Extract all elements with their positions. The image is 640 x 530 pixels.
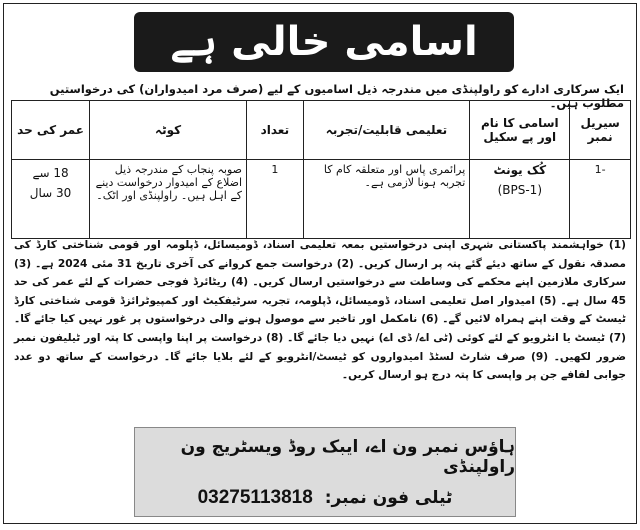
header-education: تعلیمی قابلیت/تجربہ bbox=[303, 101, 470, 160]
page-title: اسامی خالی ہے bbox=[170, 19, 478, 65]
phone-label: ٹیلی فون نمبر: bbox=[324, 487, 453, 508]
header-post: اسامی کا نام اور پے سکیل bbox=[470, 101, 570, 160]
cell-quota: صوبہ پنجاب کے مندرجہ ذیل اضلاع کے امیدوار درخواست دینے کے اہل ہیں۔ راولپنڈی اور اٹک۔ bbox=[90, 160, 247, 239]
table-row bbox=[12, 160, 631, 239]
header bbox=[4, 12, 636, 76]
header-age: عمر کی حد bbox=[12, 101, 90, 160]
contact-box bbox=[134, 427, 516, 517]
cell-post bbox=[470, 160, 570, 239]
cell-age bbox=[12, 160, 90, 239]
cell-count: 1 bbox=[247, 160, 304, 239]
phone-row bbox=[198, 487, 453, 509]
vacancy-table bbox=[11, 100, 631, 239]
advertisement-page bbox=[3, 3, 637, 524]
instructions-text: (1) خواہشمند پاکستانی شہری اپنی درخواستیں بمعہ تعلیمی اسناد، ڈومیسائل، ڈپلومہ اور قومی شناختی کارڈ کی مصدقہ نقول کے ساتھ دیئے گئے پتہ پر ارسال کریں۔ (2) درخواست جمع کروانے کی آخری تاریخ 31 مئی 2024 ہے۔ (3) سرکاری ملازمین اپنے محکمے کی وساطت سے درخواستیں ارسال کریں۔ (4) ریٹائرڈ فوجی حضرات کے لئے عمر کی حد 45 سال ہے۔ (5) امیدوار اصل تعلیمی اسناد، ڈومیسائل، ڈپلومہ، تجربہ سرٹیفکیٹ اور کمپیوٹرائزڈ قومی شناختی کارڈ ٹیسٹ کے وقت اپنے ہمراہ لائیں گے۔ (6) نامکمل اور تاخیر سے موصول ہونے والی درخواستوں پر غور نہیں کیا جائے گا۔ (7) ٹیسٹ یا انٹرویو کے لئے کوئی (ٹی اے/ ڈی اے) نہیں دیا جائے گا۔ (8) درخواست پر اپنا واپسی کا پتہ اور ٹیلیفون نمبر ضرور لکھیں۔ (9) صرف شارٹ لسٹڈ امیدواروں کو ٹیسٹ/انٹرویو کے لئے بلایا جائے گا۔ درخواست کے ساتھ دو عدد جوابی لفافے جن پر واپسی کا پتہ درج ہو ارسال کریں۔ bbox=[14, 239, 627, 382]
table-header-row bbox=[12, 101, 631, 160]
post-name: کُک یونٹ bbox=[493, 163, 547, 177]
title-banner bbox=[134, 12, 514, 72]
cell-serial: -1 bbox=[570, 160, 631, 239]
header-serial: سیریل نمبر bbox=[570, 101, 631, 160]
cell-education: پرائمری پاس اور متعلقہ کام کا تجربہ ہونا لازمی ہے۔ bbox=[303, 160, 470, 239]
intro-text: ایک سرکاری ادارے کو راولپنڈی میں مندرجہ ذیل اسامیوں کے لیے (صرف مرد امیدواران) کی درخواستیں مطلوب ہیں۔ bbox=[49, 82, 624, 110]
age-min: 18 سے bbox=[32, 166, 69, 180]
header-quota: کوٹہ bbox=[90, 101, 247, 160]
address: ہاؤس نمبر ون اے، ایبک روڈ ویسٹریج ون راولپنڈی bbox=[180, 436, 515, 477]
post-scale: (BPS-1) bbox=[497, 183, 542, 197]
header-count: تعداد bbox=[247, 101, 304, 160]
phone-number: 03275113818 bbox=[197, 486, 313, 508]
age-max: 30 سال bbox=[29, 186, 72, 200]
